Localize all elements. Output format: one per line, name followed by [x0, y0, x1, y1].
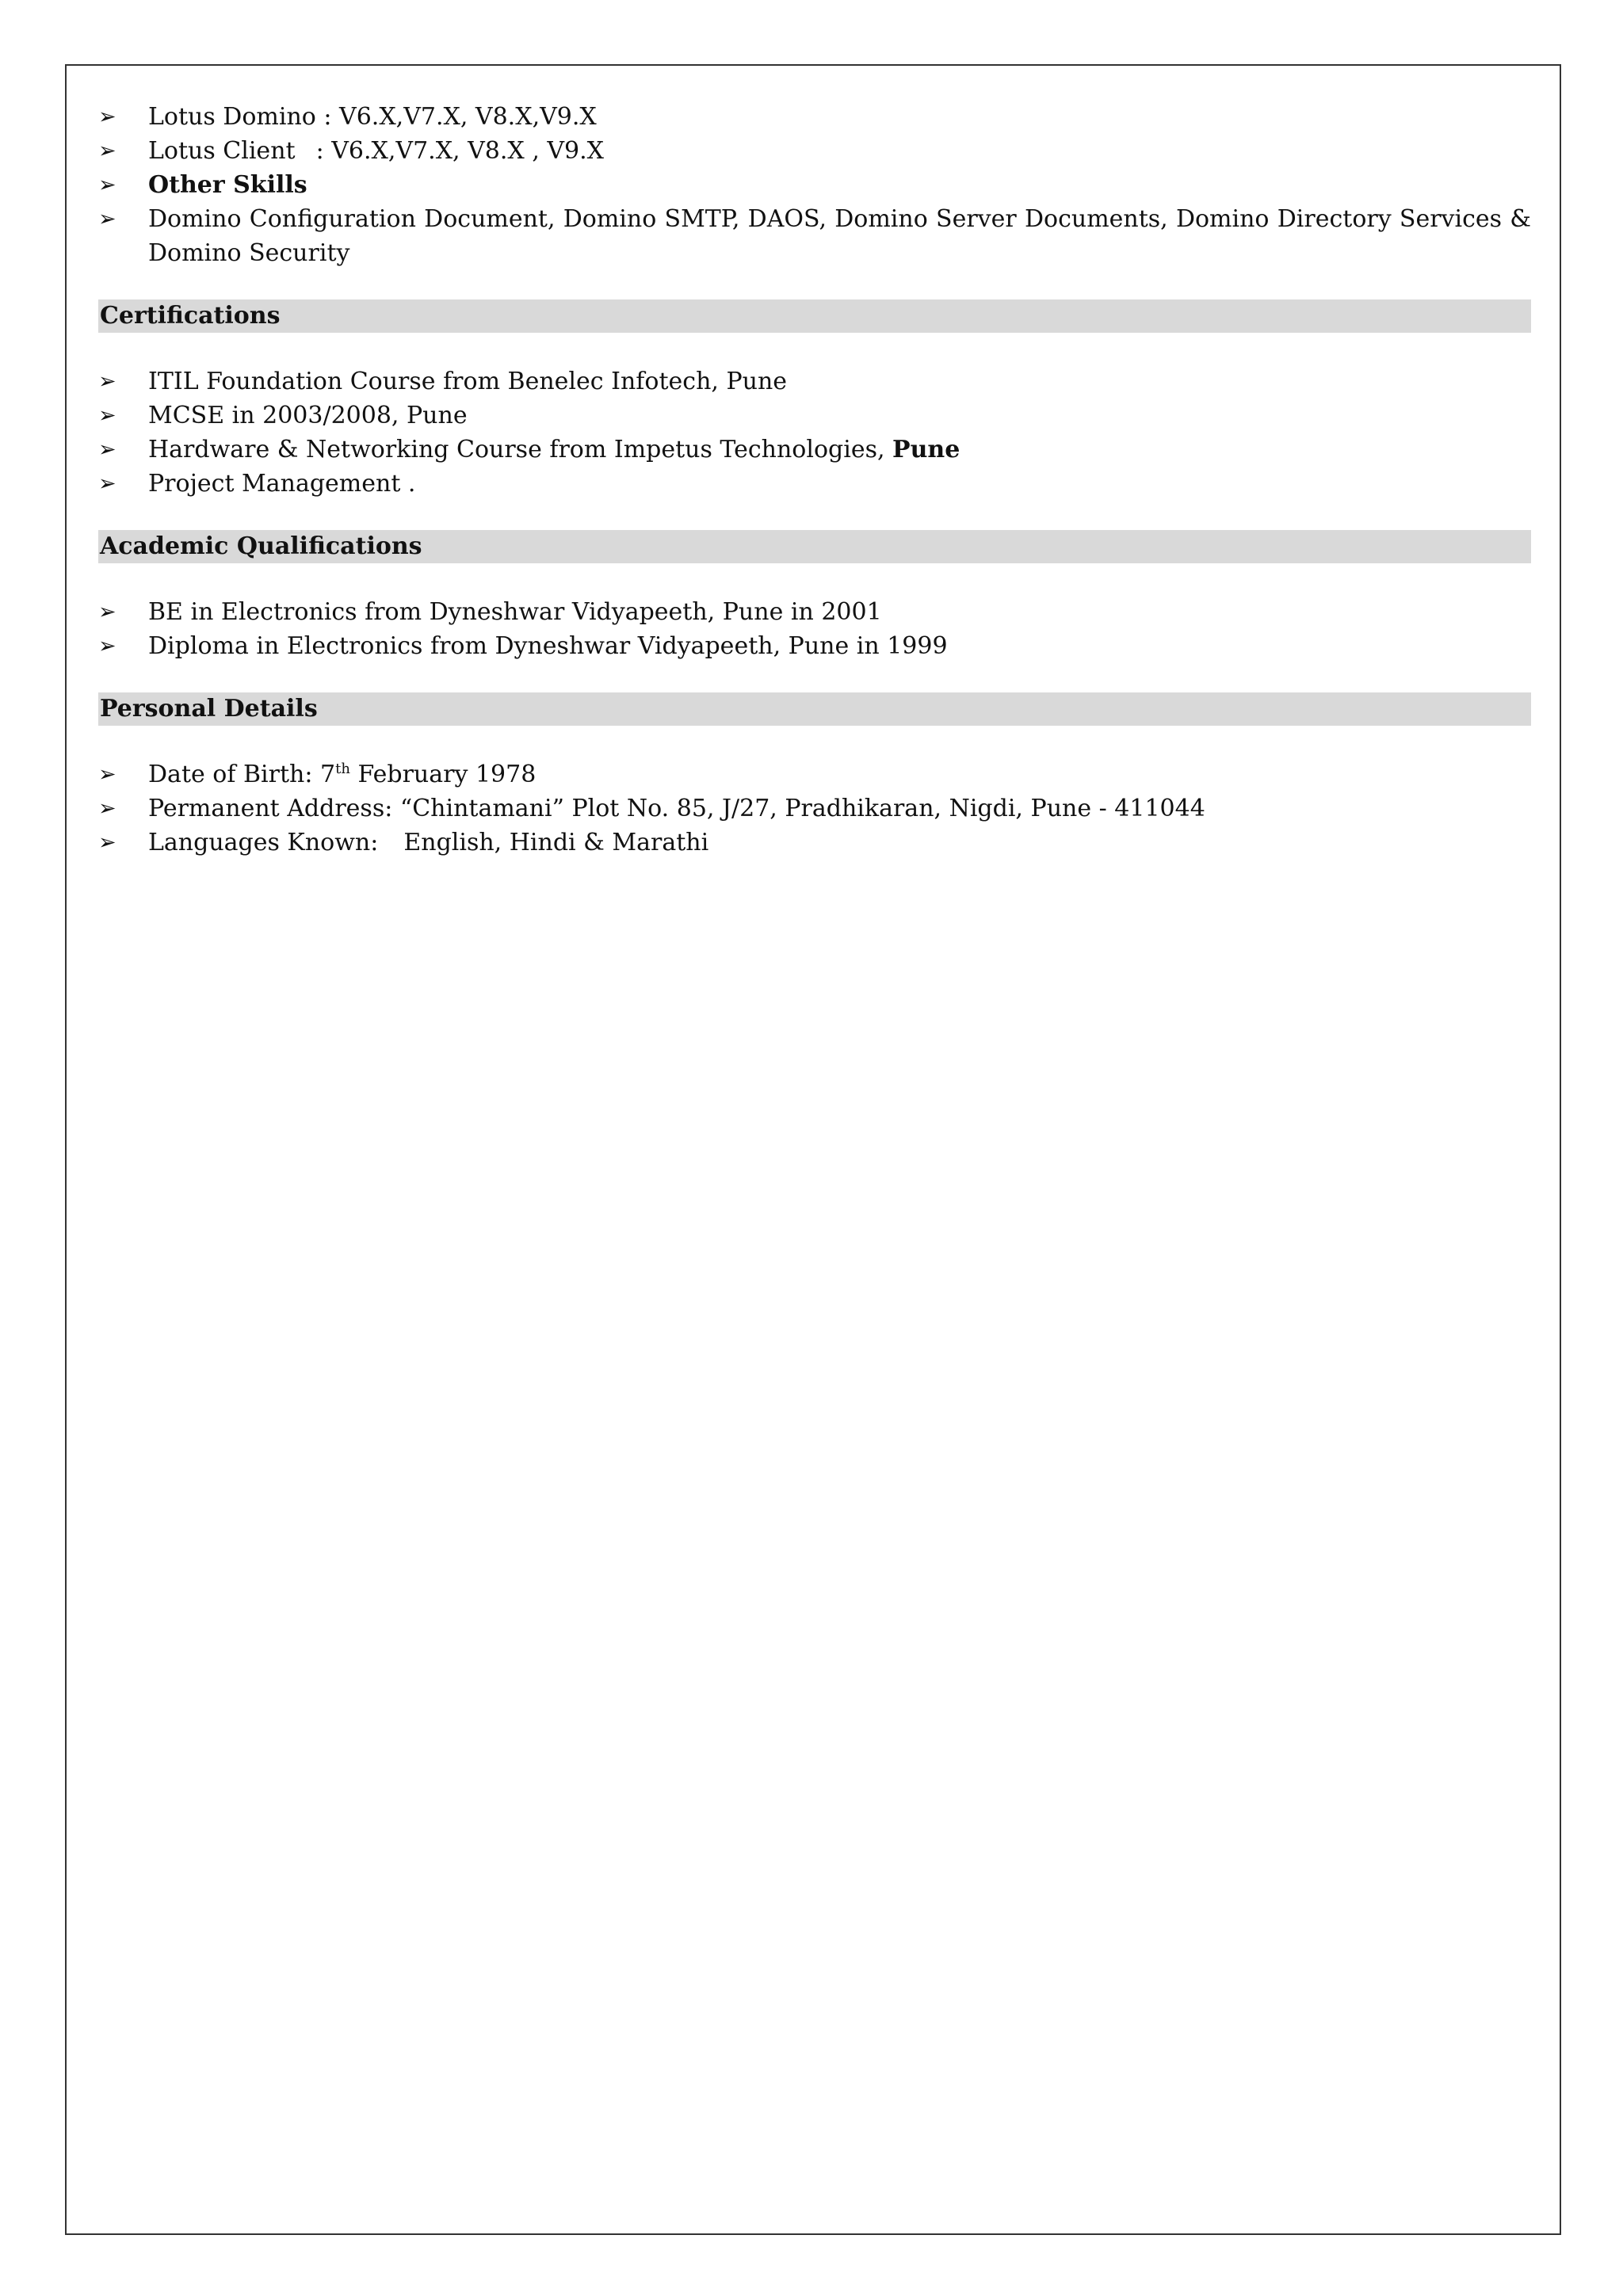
skill-value: V6.X,V7.X, V8.X,V9.X	[339, 103, 597, 131]
skill-label: Lotus Client	[148, 137, 296, 165]
certifications-list	[98, 364, 1531, 501]
section-heading-academics: Academic Qualifications	[98, 530, 1531, 563]
certification-text: Project Management .	[148, 470, 416, 498]
resume-page	[98, 100, 1531, 860]
skill-separator: :	[315, 103, 340, 131]
languages-value: English, Hindi & Marathi	[403, 829, 709, 856]
dob-label: Date of Birth:	[148, 761, 320, 788]
qualification-text: BE in Electronics from Dyneshwar Vidyapeeth, Pune in 2001	[148, 598, 882, 626]
address-value: “Chintamani” Plot No. 85, J/27, Pradhikaran, Nigdi, Pune - 411044	[399, 795, 1205, 822]
certification-text: ITIL Foundation Course from Benelec Infotech, Pune	[148, 368, 788, 395]
other-skills-label: Other Skills	[148, 171, 307, 199]
section-heading-personal: Personal Details	[98, 692, 1531, 726]
arrow-bullet-icon: ➢	[98, 139, 116, 163]
skill-label: Lotus Domino	[148, 103, 316, 131]
list-item	[98, 364, 1531, 399]
section-heading-certifications: Certifications	[98, 299, 1531, 333]
academics-list	[98, 595, 1531, 663]
arrow-bullet-icon: ➢	[98, 471, 116, 496]
list-item	[98, 467, 1531, 501]
arrow-bullet-icon: ➢	[98, 369, 116, 394]
arrow-bullet-icon: ➢	[98, 173, 116, 197]
list-item	[98, 629, 1531, 663]
arrow-bullet-icon: ➢	[98, 796, 116, 821]
list-item	[98, 202, 1531, 270]
other-skills-text: Domino Configuration Document, Domino SMTP, DAOS, Domino Server Documents, Domino Directory Services & Domino Security	[148, 205, 1531, 267]
list-item	[98, 595, 1531, 629]
address-label: Permanent Address:	[148, 795, 400, 822]
languages-label: Languages Known:	[148, 829, 379, 856]
arrow-bullet-icon: ➢	[98, 830, 116, 855]
list-item	[98, 134, 1531, 168]
dob-rest: February 1978	[349, 761, 537, 788]
arrow-bullet-icon: ➢	[98, 634, 116, 658]
arrow-bullet-icon: ➢	[98, 403, 116, 428]
certification-text: MCSE in 2003/2008, Pune	[148, 402, 468, 429]
qualification-text: Diploma in Electronics from Dyneshwar Vidyapeeth, Pune in 1999	[148, 632, 948, 660]
personal-list	[98, 757, 1531, 860]
list-item	[98, 399, 1531, 433]
list-item	[98, 826, 1531, 860]
list-item	[98, 791, 1531, 826]
dob-suffix: th	[335, 761, 350, 777]
skills-list	[98, 100, 1531, 270]
list-item	[98, 757, 1531, 791]
skill-separator: :	[315, 137, 332, 165]
arrow-bullet-icon: ➢	[98, 600, 116, 624]
certification-location: Pune	[892, 436, 960, 463]
certification-text: Hardware & Networking Course from Impetus Technologies,	[148, 436, 893, 463]
list-item	[98, 168, 1531, 202]
list-item	[98, 433, 1531, 467]
arrow-bullet-icon: ➢	[98, 762, 116, 787]
arrow-bullet-icon: ➢	[98, 207, 116, 231]
arrow-bullet-icon: ➢	[98, 437, 116, 462]
list-item	[98, 100, 1531, 134]
dob-day: 7	[320, 761, 336, 788]
arrow-bullet-icon: ➢	[98, 105, 116, 129]
skill-value: V6.X,V7.X, V8.X , V9.X	[331, 137, 605, 165]
